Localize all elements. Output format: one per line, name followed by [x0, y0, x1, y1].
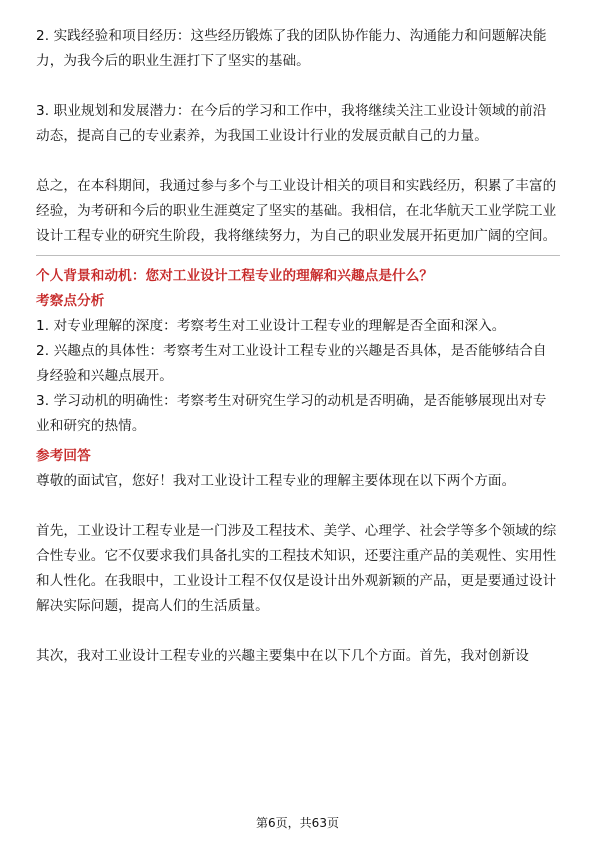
- analysis-label: 考察点分析: [36, 293, 105, 309]
- analysis-point: 3. 学习动机的明确性：考察考生对研究生学习的动机是否明确，是否能够展现出对专业和研究的热情。: [36, 393, 547, 434]
- paragraph-career-planning: 3. 职业规划和发展潜力：在今后的学习和工作中，我将继续关注工业设计领域的前沿动态，提高自己的专业素养，为我国工业设计行业的发展贡献自己的力量。: [36, 103, 547, 144]
- analysis-point: 2. 兴趣点的具体性：考察考生对工业设计工程专业的兴趣是否具体，是否能够结合自身经验和兴趣点展开。: [36, 343, 547, 384]
- analysis-point: 1. 对专业理解的深度：考察考生对工业设计工程专业的理解是否全面和深入。: [36, 318, 506, 334]
- question-title: 个人背景和动机：您对工业设计工程专业的理解和兴趣点是什么？: [36, 268, 434, 284]
- page-number: 第6页，共63页: [256, 816, 339, 830]
- document-page: [36, 24, 560, 669]
- paragraph-summary: 总之，在本科期间，我通过参与多个与工业设计相关的项目和实践经历，积累了丰富的经验，为考研和今后的职业生涯奠定了坚实的基础。我相信，在北华航天工业学院工业设计工程专业的研究生阶段，我将继续努力，为自己的职业发展开拓更加广阔的空间。: [36, 178, 557, 244]
- answer-paragraph: 尊敬的面试官，您好！我对工业设计工程专业的理解主要体现在以下两个方面。: [36, 473, 516, 489]
- paragraph-practice-experience: 2. 实践经验和项目经历：这些经历锻炼了我的团队协作能力、沟通能力和问题解决能力，为我今后的职业生涯打下了坚实的基础。: [36, 28, 547, 69]
- answer-paragraph: 首先，工业设计工程专业是一门涉及工程技术、美学、心理学、社会学等多个领域的综合性专业。它不仅要求我们具备扎实的工程技术知识，还要注重产品的美观性、实用性和人性化。在我眼中，工业设计工程不仅仅是设计出外观新颖的产品，更是要通过设计解决实际问题，提高人们的生活质量。: [36, 523, 557, 614]
- answer-label: 参考回答: [36, 448, 91, 464]
- answer-paragraph: 其次，我对工业设计工程专业的兴趣主要集中在以下几个方面。首先，我对创新设: [36, 648, 529, 664]
- section-divider: [36, 255, 560, 256]
